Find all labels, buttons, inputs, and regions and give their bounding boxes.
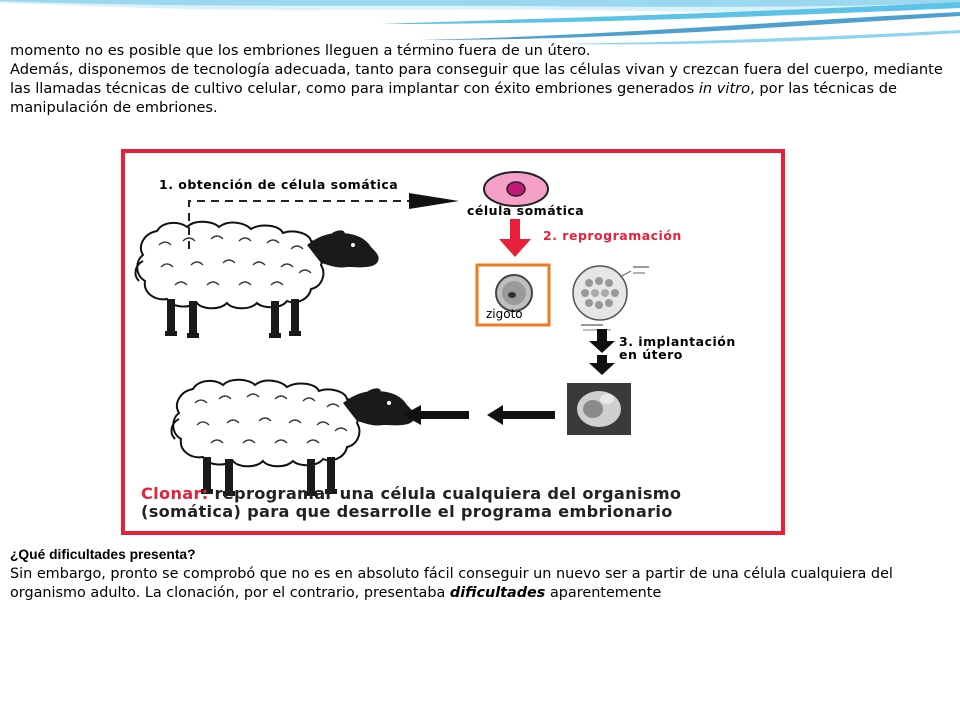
zygote-label: zigoto: [486, 307, 523, 321]
outro-emphasis: dificultades: [449, 585, 546, 601]
blastocyst-icon: [573, 266, 649, 330]
embryo-icon: [567, 383, 631, 435]
figure-caption: [141, 485, 681, 521]
reprogram-arrow-icon: [499, 219, 531, 257]
step3-line2: en útero: [619, 347, 683, 362]
caption-rest: reprogramar una célula cualquiera del organismo: [208, 484, 682, 503]
step2-label: 2. reprogramación: [543, 228, 682, 243]
outro-paragraph: [10, 565, 955, 603]
caption-line1: [141, 485, 681, 503]
arrow-icon: [409, 193, 459, 209]
birth-arrows-icon: [403, 405, 555, 425]
implant-arrow-icon: [589, 329, 615, 375]
intro-paragraph: [10, 41, 955, 117]
step1-label: 1. obtención de célula somática: [159, 177, 399, 192]
clone-sheep-icon: [172, 380, 415, 496]
somatic-cell-icon: [484, 172, 548, 206]
caption-line2: (somática) para que desarrolle el programa embrionario: [141, 502, 673, 521]
intro-text-a: Además, disponemos de tecnología adecuada, tanto para conseguir que las células vivan y crezcan fuera del cuerpo, mediante las llamadas técnicas de cultivo celular, como para implantar con éxito embriones generados: [10, 61, 943, 97]
outro-text-b: aparentemente: [545, 585, 662, 601]
intro-line: momento no es posible que los embriones lleguen a término fuera de un útero.: [10, 42, 591, 59]
caption-lead: Clonar:: [141, 484, 209, 503]
outro-text-a: Sin embargo, pronto se comprobó que no es en absoluto fácil conseguir un nuevo ser a partir de una célula cualquiera del organismo adulto. La clonación, por el contrario, presentaba: [10, 566, 893, 601]
step3-label: [619, 335, 736, 361]
donor-sheep-icon: [136, 222, 379, 338]
somatic-cell-label: célula somática: [467, 203, 585, 218]
intro-text-b: , por las técnicas de manipulación de embriones.: [10, 80, 897, 116]
question-heading: ¿Qué dificultades presenta?: [10, 547, 196, 562]
intro-italic: in vitro: [698, 80, 751, 97]
step3-line1: 3. implantación: [619, 334, 736, 349]
cloning-figure: [121, 149, 785, 535]
intro-body: [10, 60, 955, 117]
